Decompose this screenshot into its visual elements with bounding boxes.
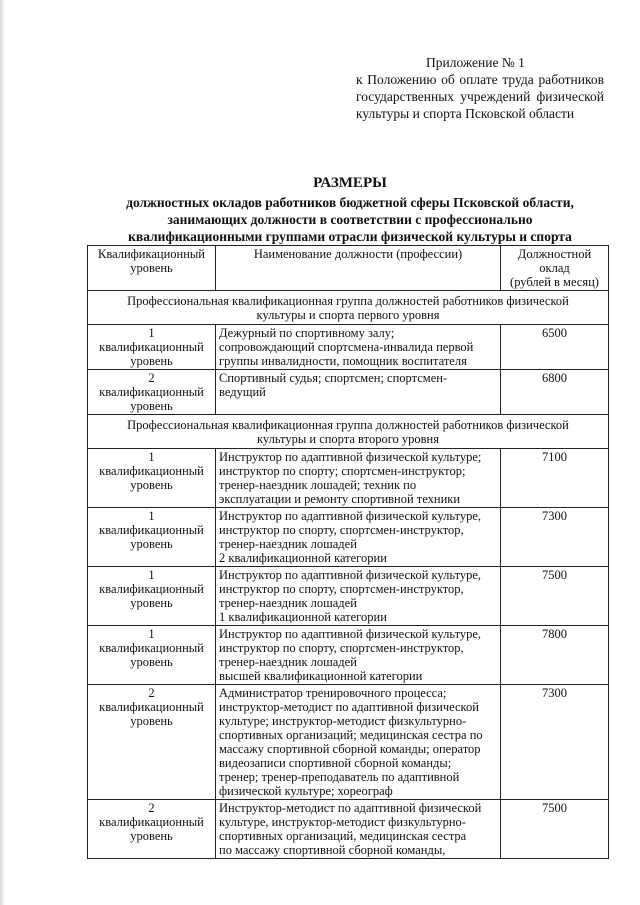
salary-cell: 7500: [501, 800, 609, 859]
level-cell: [88, 567, 216, 626]
header-name: [216, 246, 501, 291]
level-cell: [88, 626, 216, 685]
cell-text: инструктор по спорту, спортсмен-инструктор,: [219, 523, 464, 537]
salary-cell: 7500: [501, 567, 609, 626]
cell-text: высшей квалификационной категории: [219, 669, 423, 683]
position-cell: [216, 567, 501, 626]
cell-text: квалификационный: [99, 641, 204, 655]
group-title: [88, 291, 609, 325]
cell-text: 1: [148, 509, 155, 523]
cell-text: инструктор по спорту, спортсмен-инструктор,: [219, 582, 464, 596]
salary-cell: 7100: [501, 449, 609, 508]
cell-text: Инструктор по адаптивной физической культуре,: [219, 627, 482, 641]
cell-text: инструктор по спорту, спортсмен-инструктор,: [219, 641, 464, 655]
cell-text: группы инвалидности, помощник воспитателя: [219, 354, 467, 368]
level-cell: [88, 370, 216, 415]
level-cell: [88, 325, 216, 370]
position-cell: [216, 800, 501, 859]
table-row: [88, 567, 609, 626]
appendix-block: [356, 54, 604, 122]
cell-text: Инструктор-методист по адаптивной физической: [219, 801, 482, 815]
position-cell: [216, 685, 501, 800]
cell-text: уровень: [130, 655, 173, 669]
cell-text: тренер; тренер-преподаватель по адаптивной: [219, 770, 460, 784]
cell-text: тренер-наездник лошадей: [219, 537, 357, 551]
cell-text: квалификационный: [99, 385, 204, 399]
cell-text: тренер-наездник лошадей: [219, 596, 357, 610]
group-row: [88, 415, 609, 449]
cell-text: инструктор-методист по адаптивной физической: [219, 700, 479, 714]
title-line: квалификационными группами отрасли физической культуры и спорта: [128, 229, 572, 244]
level-cell: [88, 449, 216, 508]
cell-text: 1: [148, 326, 155, 340]
cell-text: эксплуатации и ремонту спортивной техники: [219, 492, 461, 506]
cell-text: 2: [148, 801, 155, 815]
cell-text: уровень: [130, 714, 173, 728]
title-line: занимающих должности в соответствии с профессионально: [167, 212, 533, 227]
cell-text: квалификационный: [99, 523, 204, 537]
salary-cell: 7300: [501, 685, 609, 800]
appendix-text: к Положению об оплате труда работников государственных учреждений физической культуры и спорта Псковской области: [356, 72, 604, 121]
cell-text: уровень: [130, 399, 173, 413]
level-cell: [88, 508, 216, 567]
cell-text: видеозаписи спортивной сборной команды;: [219, 756, 452, 770]
level-cell: [88, 800, 216, 859]
position-cell: [216, 449, 501, 508]
position-cell: [216, 325, 501, 370]
salary-cell: 7800: [501, 626, 609, 685]
table-row: [88, 370, 609, 415]
cell-text: Инструктор по адаптивной физической культуре,: [219, 509, 482, 523]
cell-text: квалификационный: [99, 340, 204, 354]
title-main: РАЗМЕРЫ: [313, 175, 387, 191]
cell-text: Инструктор по адаптивной физической культуре,: [219, 568, 482, 582]
table-row: [88, 626, 609, 685]
position-cell: [216, 370, 501, 415]
cell-text: 2: [148, 686, 155, 700]
cell-text: массажу спортивной сборной команды; оператор: [219, 742, 481, 756]
cell-text: 1: [148, 568, 155, 582]
position-cell: [216, 508, 501, 567]
salary-cell: 7300: [501, 508, 609, 567]
cell-text: уровень: [130, 596, 173, 610]
position-cell: [216, 626, 501, 685]
table-header-row: [88, 246, 609, 291]
document-title: [70, 174, 630, 245]
cell-text: культуре, инструктор-методист физкультурно-: [219, 815, 466, 829]
cell-text: 1: [148, 450, 155, 464]
scan-edge: [0, 0, 6, 905]
header-text: Квалификационный: [98, 247, 205, 261]
cell-text: 1: [148, 627, 155, 641]
cell-text: ведущий: [219, 385, 266, 399]
cell-text: уровень: [130, 829, 173, 843]
table-row: [88, 325, 609, 370]
cell-text: по массажу спортивной сборной команды,: [219, 843, 446, 857]
cell-text: культуре; инструктор-методист физкультурно-: [219, 714, 467, 728]
header-text: оклад: [539, 261, 570, 275]
cell-text: инструктор по спорту; спортсмен-инструктор;: [219, 464, 466, 478]
cell-text: Администратор тренировочного процесса;: [219, 686, 447, 700]
appendix-head: Приложение № 1: [426, 55, 525, 70]
cell-text: сопровождающий спортсмена-инвалида первой: [219, 340, 474, 354]
cell-text: 2 квалификационной категории: [219, 551, 387, 565]
group-title: [88, 415, 609, 449]
header-salary: [501, 246, 609, 291]
cell-text: Дежурный по спортивному залу;: [219, 326, 395, 340]
table-row: [88, 800, 609, 859]
table-row: [88, 685, 609, 800]
group-text: культуры и спорта первого уровня: [256, 308, 440, 322]
salary-cell: 6500: [501, 325, 609, 370]
header-text: уровень: [130, 261, 173, 275]
cell-text: квалификационный: [99, 700, 204, 714]
header-text: Наименование должности (профессии): [253, 247, 463, 261]
cell-text: квалификационный: [99, 464, 204, 478]
table-row: [88, 449, 609, 508]
cell-text: квалификационный: [99, 582, 204, 596]
cell-text: тренер-наездник лошадей; техник по: [219, 478, 417, 492]
cell-text: 2: [148, 371, 155, 385]
cell-text: Спортивный судья; спортсмен; спортсмен-: [219, 371, 448, 385]
cell-text: 1 квалификационной категории: [219, 610, 387, 624]
cell-text: спортивных организаций; медицинская сестра по: [219, 728, 483, 742]
group-text: культуры и спорта второго уровня: [257, 432, 439, 446]
header-text: (рублей в месяц): [510, 275, 599, 289]
cell-text: тренер-наездник лошадей: [219, 655, 357, 669]
cell-text: спортивных организаций, медицинская сестра: [219, 829, 467, 843]
title-line: должностных окладов работников бюджетной сферы Псковской области,: [126, 195, 574, 210]
table-row: [88, 508, 609, 567]
cell-text: уровень: [130, 478, 173, 492]
level-cell: [88, 685, 216, 800]
salary-cell: 6800: [501, 370, 609, 415]
group-row: [88, 291, 609, 325]
salary-table: [87, 245, 609, 859]
header-level: [88, 246, 216, 291]
cell-text: уровень: [130, 537, 173, 551]
cell-text: квалификационный: [99, 815, 204, 829]
cell-text: уровень: [130, 354, 173, 368]
cell-text: физической культуре; хореограф: [219, 784, 393, 798]
group-text: Профессиональная квалификационная группа должностей работников физической: [127, 294, 569, 308]
group-text: Профессиональная квалификационная группа должностей работников физической: [127, 418, 569, 432]
cell-text: Инструктор по адаптивной физической культуре;: [219, 450, 482, 464]
header-text: Должностной: [517, 247, 592, 261]
